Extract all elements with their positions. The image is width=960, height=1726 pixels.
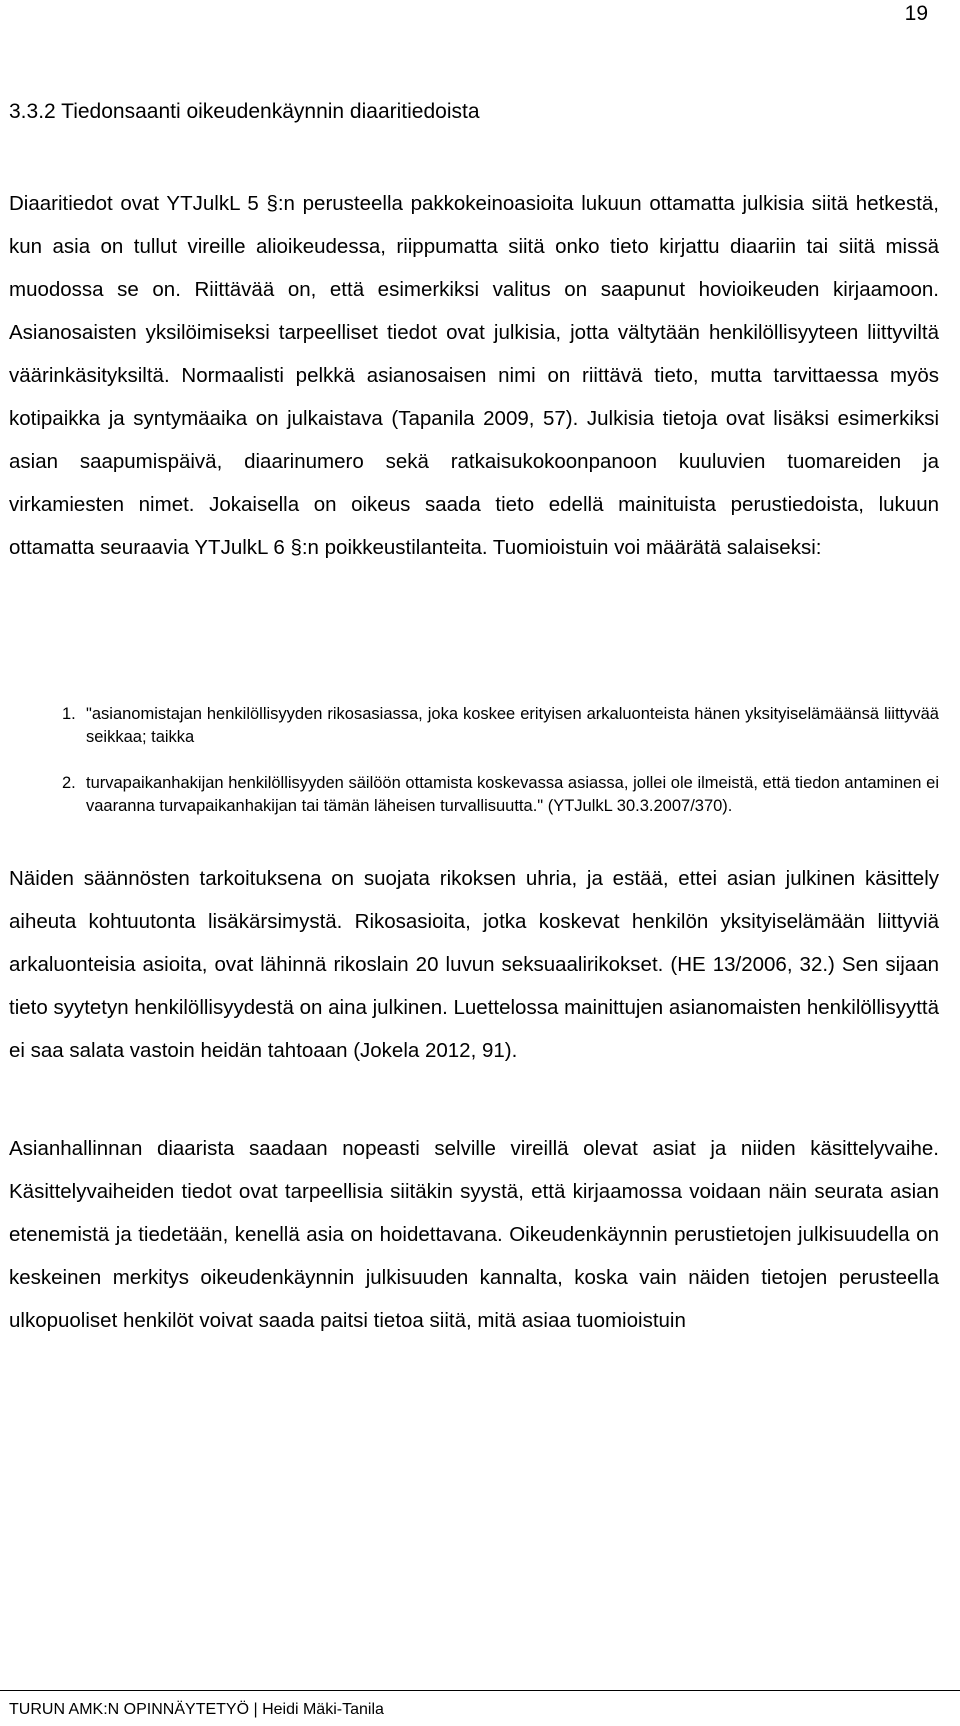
list-item (9, 703, 939, 749)
list-item (9, 772, 939, 818)
section-heading: 3.3.2 Tiedonsaanti oikeudenkäynnin diaaritiedoista (9, 100, 480, 123)
list-number: 1. (62, 705, 76, 723)
paragraph-case-management: Asianhallinnan diaarista saadaan nopeasti selville vireillä olevat asiat ja niiden käsittelyvaihe. Käsittelyvaiheiden tiedot ovat tarpeellisia siitäkin syystä, että kirjaamossa voidaan näin seurata asian etenemistä ja tiedetään, kenellä asia on hoidettavana. Oikeudenkäynnin perustietojen julkisuudella on keskeinen merkitys oikeudenkäynnin julkisuuden kannalta, koska vain näiden tietojen perusteella ulkopuoliset henkilöt voivat saada paitsi tietoa siitä, mitä asiaa tuomioistuin (9, 1137, 939, 1332)
footer: TURUN AMK:N OPINNÄYTETYÖ | Heidi Mäki-Tanila (0, 1690, 960, 1719)
page-number: 19 (904, 2, 928, 25)
list-item-text: turvapaikanhakijan henkilöllisyyden säilöön ottamista koskevassa asiassa, jollei ole ilmeistä, että tiedon antaminen ei vaaranna turvapaikanhakijan tai tämän läheisen turvallisuutta." (YTJulkL 30.3.2007/370). (86, 774, 939, 815)
list-item-text: "asianomistajan henkilöllisyyden rikosasiassa, joka koskee erityisen arkaluonteista hänen yksityiselämäänsä liittyvää seikkaa; taikka (86, 705, 939, 746)
paragraph-diaaritiedot: Diaaritiedot ovat YTJulkL 5 §:n perusteella pakkokeinoasioita lukuun ottamatta julkisia siitä hetkestä, kun asia on tullut vireille alioikeudessa, riippumatta siitä onko tieto kirjattu diaariin tai siitä missä muodossa se on. Riittävää on, että esimerkiksi valitus on saapunut hovioikeuden kirjaamoon. Asianosaisten yksilöimiseksi tarpeelliset tiedot ovat julkisia, jotta vältytään henkilöllisyyteen liittyviltä väärinkäsityksiltä. Normaalisti pelkkä asianosaisen nimi on riittävä tieto, mutta tarvittaessa myös kotipaikka ja syntymäaika on julkaistava (Tapanila 2009, 57). Julkisia tietoja ovat lisäksi esimerkiksi asian saapumispäivä, diaarinumero sekä ratkaisukokoonpanoon kuuluvien tuomareiden ja virkamiesten nimet. Jokaisella on oikeus saada tieto edellä mainituista perustiedoista, lukuun ottamatta seuraavia YTJulkL 6 §:n poikkeustilanteita. Tuomioistuin voi määrätä salaiseksi: (9, 192, 939, 559)
list-number: 2. (62, 774, 76, 792)
paragraph-purpose: Näiden säännösten tarkoituksena on suojata rikoksen uhria, ja estää, ettei asian julkinen käsittely aiheuta kohtuutonta lisäkärsimystä. Rikosasioita, jotka koskevat henkilön yksityiselämään liittyviä arkaluonteisia asioita, ovat lähinnä rikoslain 20 luvun seksuaalirikokset. (HE 13/2006, 32.) Sen sijaan tieto syytetyn henkilöllisyydestä on aina julkinen. Luettelossa mainittujen asianomaisten henkilöllisyyttä ei saa salata vastoin heidän tahtoaan (Jokela 2012, 91). (9, 867, 939, 1062)
